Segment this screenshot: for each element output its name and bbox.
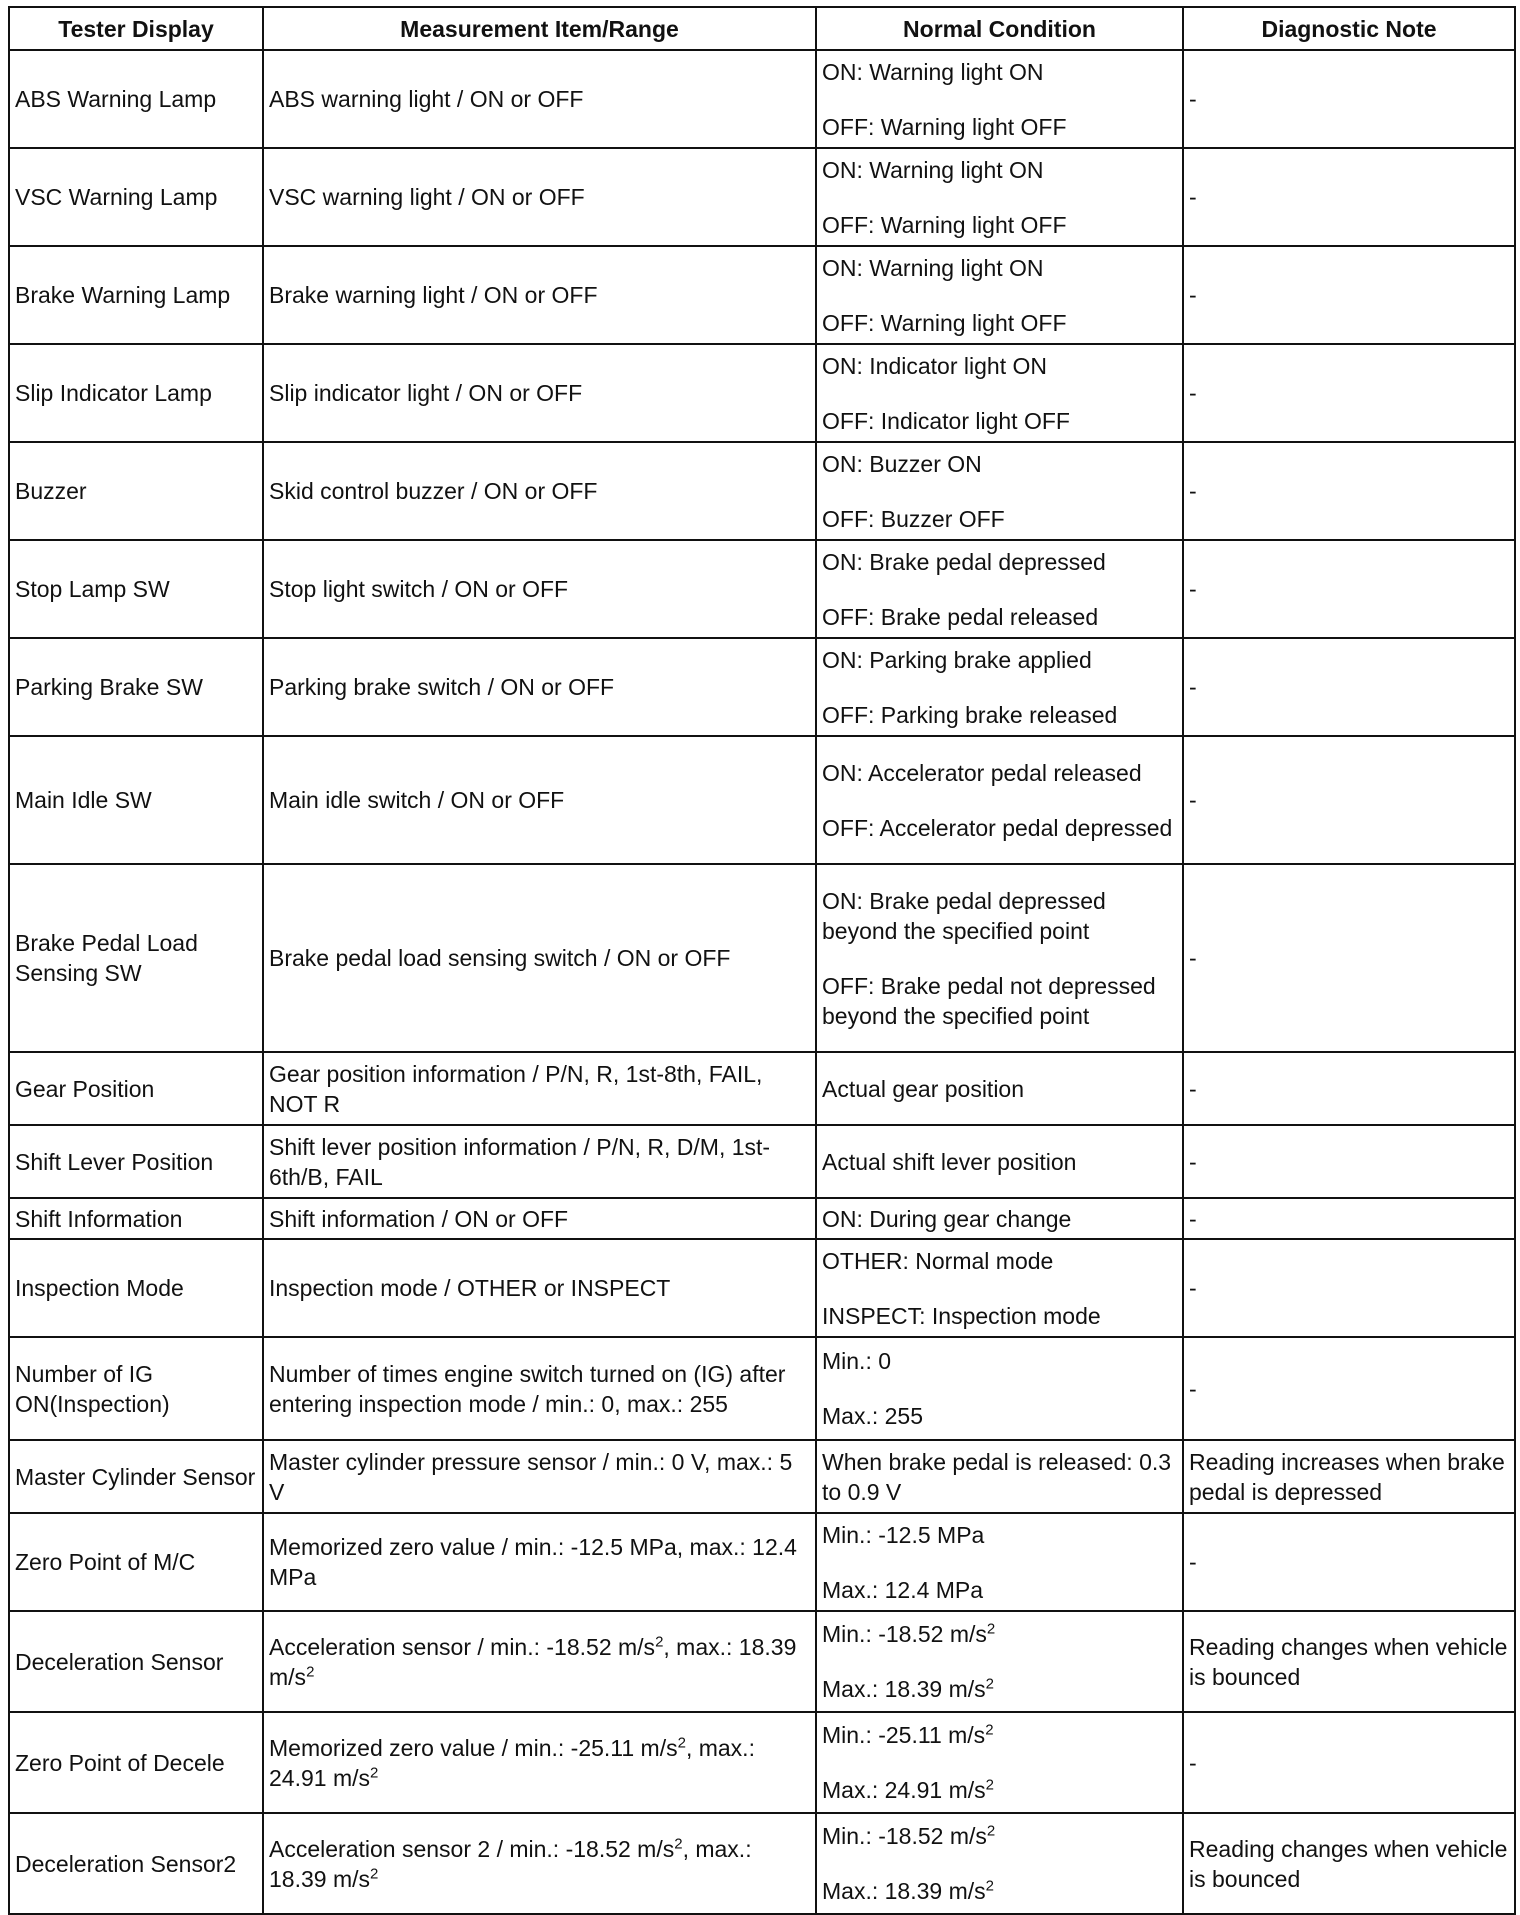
normal-condition-line: Max.: 24.91 $m/s^2$: [822, 1776, 994, 1803]
normal-condition-line: ON: Parking brake applied: [822, 646, 1092, 673]
measurement-item-cell: Number of times engine switch turned on (IG) after entering inspection mode / min.: 0, max.: 255: [263, 1337, 816, 1440]
tester-display-cell: VSC Warning Lamp: [9, 148, 263, 246]
diagnostic-note-cell: -: [1183, 1513, 1515, 1611]
tester-display-cell: Zero Point of Decele: [9, 1712, 263, 1813]
normal-condition-line: Min.: 0: [822, 1348, 892, 1374]
normal-condition-line: Min.: -18.52 $m/s^2$: [822, 1822, 996, 1849]
diagnostic-note-cell: Reading increases when brake pedal is depressed: [1183, 1440, 1515, 1513]
measurement-item-cell: Shift lever position information / P/N, R, D/M, 1st-6th/B, FAIL: [263, 1125, 816, 1198]
table-row: [9, 148, 1515, 246]
table-row: [9, 246, 1515, 344]
normal-condition-cell: [816, 344, 1183, 442]
tester-display-cell: Parking Brake SW: [9, 638, 263, 736]
normal-condition-line: Max.: 18.39 $m/s^2$: [822, 1877, 994, 1904]
normal-condition-line: OFF: Indicator light OFF: [822, 407, 1070, 434]
normal-condition-cell: [816, 1337, 1183, 1440]
tester-display-cell: Inspection Mode: [9, 1239, 263, 1337]
table-row: [9, 442, 1515, 540]
table-row: [9, 1440, 1515, 1513]
tester-display-cell: Stop Lamp SW: [9, 540, 263, 638]
diagnostic-note-cell: -: [1183, 1712, 1515, 1813]
diagnostic-note-cell: Reading changes when vehicle is bounced: [1183, 1813, 1515, 1914]
normal-condition-line: OFF: Brake pedal released: [822, 603, 1099, 630]
normal-condition-line: ON: Accelerator pedal released: [822, 759, 1142, 786]
header-measurement-item: Measurement Item/Range: [263, 7, 816, 50]
normal-condition-cell: [816, 638, 1183, 736]
measurement-item-cell: Memorized zero value / min.: -25.11 $m/s^2$, max.: 24.91 $m/s^2$: [263, 1712, 816, 1813]
normal-condition-line: ON: During gear change: [822, 1205, 1072, 1232]
tester-display-cell: Gear Position: [9, 1052, 263, 1125]
measurement-item-cell: Acceleration sensor / min.: -18.52 $m/s^2$, max.: 18.39 $m/s^2$: [263, 1611, 816, 1712]
measurement-item-cell: Main idle switch / ON or OFF: [263, 736, 816, 864]
diagnostic-note-cell: -: [1183, 344, 1515, 442]
table-body: [9, 50, 1515, 1914]
table-row: [9, 736, 1515, 864]
header-row: [9, 7, 1515, 50]
normal-condition-line: ON: Warning light ON: [822, 254, 1044, 281]
normal-condition-cell: [816, 540, 1183, 638]
measurement-item-cell: Slip indicator light / ON or OFF: [263, 344, 816, 442]
normal-condition-cell: [816, 736, 1183, 864]
measurement-item-cell: VSC warning light / ON or OFF: [263, 148, 816, 246]
table-row: [9, 864, 1515, 1052]
header-tester-display: Tester Display: [9, 7, 263, 50]
normal-condition-cell: [816, 1239, 1183, 1337]
tester-display-cell: Number of IG ON(Inspection): [9, 1337, 263, 1440]
measurement-item-cell: Parking brake switch / ON or OFF: [263, 638, 816, 736]
measurement-item-cell: Master cylinder pressure sensor / min.: 0 V, max.: 5 V: [263, 1440, 816, 1513]
table-row: [9, 1239, 1515, 1337]
tester-display-cell: Shift Lever Position: [9, 1125, 263, 1198]
diagnostic-note-cell: -: [1183, 1239, 1515, 1337]
normal-condition-line: Max.: 12.4 MPa: [822, 1576, 984, 1603]
normal-condition-line: OFF: Accelerator pedal depressed: [822, 814, 1173, 841]
table-row: [9, 344, 1515, 442]
table-row: [9, 1611, 1515, 1712]
normal-condition-cell: [816, 1198, 1183, 1239]
measurement-item-cell: Brake pedal load sensing switch / ON or OFF: [263, 864, 816, 1052]
tester-display-cell: Deceleration Sensor2: [9, 1813, 263, 1914]
normal-condition-line: ON: Brake pedal depressed beyond the specified point: [822, 887, 1106, 944]
normal-condition-cell: [816, 1611, 1183, 1712]
tester-display-cell: Brake Pedal Load Sensing SW: [9, 864, 263, 1052]
normal-condition-line: ON: Warning light ON: [822, 156, 1044, 183]
data-list-table-container: [8, 6, 1514, 1915]
normal-condition-line: OFF: Warning light OFF: [822, 113, 1067, 140]
table-row: [9, 1125, 1515, 1198]
normal-condition-line: ON: Buzzer ON: [822, 450, 982, 477]
normal-condition-line: Max.: 18.39 $m/s^2$: [822, 1675, 994, 1702]
data-list-table: [8, 6, 1516, 1915]
normal-condition-line: Max.: 255: [822, 1403, 923, 1429]
normal-condition-line: INSPECT: Inspection mode: [822, 1302, 1101, 1329]
diagnostic-note-cell: -: [1183, 148, 1515, 246]
normal-condition-line: When brake pedal is released: 0.3 to 0.9 V: [822, 1448, 1172, 1505]
normal-condition-cell: [816, 148, 1183, 246]
normal-condition-line: ON: Brake pedal depressed: [822, 548, 1106, 575]
tester-display-cell: Zero Point of M/C: [9, 1513, 263, 1611]
diagnostic-note-cell: -: [1183, 638, 1515, 736]
normal-condition-cell: [816, 1440, 1183, 1513]
tester-display-cell: Brake Warning Lamp: [9, 246, 263, 344]
table-row: [9, 638, 1515, 736]
table-row: [9, 1052, 1515, 1125]
table-row: [9, 50, 1515, 148]
diagnostic-note-cell: -: [1183, 1125, 1515, 1198]
diagnostic-note-cell: -: [1183, 442, 1515, 540]
table-row: [9, 1813, 1515, 1914]
table-row: [9, 1337, 1515, 1440]
measurement-item-cell: Stop light switch / ON or OFF: [263, 540, 816, 638]
tester-display-cell: ABS Warning Lamp: [9, 50, 263, 148]
normal-condition-cell: [816, 50, 1183, 148]
diagnostic-note-cell: -: [1183, 1198, 1515, 1239]
normal-condition-cell: [816, 246, 1183, 344]
table-row: [9, 1513, 1515, 1611]
normal-condition-line: OFF: Parking brake released: [822, 701, 1118, 728]
measurement-item-cell: Acceleration sensor 2 / min.: -18.52 $m/s^2$, max.: 18.39 $m/s^2$: [263, 1813, 816, 1914]
measurement-item-cell: Skid control buzzer / ON or OFF: [263, 442, 816, 540]
normal-condition-line: Min.: -12.5 MPa: [822, 1521, 985, 1548]
normal-condition-line: Actual shift lever position: [822, 1148, 1077, 1175]
normal-condition-line: OFF: Warning light OFF: [822, 211, 1067, 238]
normal-condition-cell: [816, 1125, 1183, 1198]
diagnostic-note-cell: -: [1183, 1337, 1515, 1440]
diagnostic-note-cell: -: [1183, 50, 1515, 148]
tester-display-cell: Shift Information: [9, 1198, 263, 1239]
table-row: [9, 1198, 1515, 1239]
normal-condition-cell: [816, 1052, 1183, 1125]
normal-condition-line: ON: Warning light ON: [822, 58, 1044, 85]
tester-display-cell: Slip Indicator Lamp: [9, 344, 263, 442]
measurement-item-cell: Shift information / ON or OFF: [263, 1198, 816, 1239]
table-row: [9, 540, 1515, 638]
normal-condition-line: Min.: -25.11 $m/s^2$: [822, 1721, 994, 1748]
normal-condition-cell: [816, 1813, 1183, 1914]
normal-condition-line: Actual gear position: [822, 1075, 1025, 1102]
diagnostic-note-cell: -: [1183, 246, 1515, 344]
measurement-item-cell: Gear position information / P/N, R, 1st-8th, FAIL, NOT R: [263, 1052, 816, 1125]
diagnostic-note-cell: Reading changes when vehicle is bounced: [1183, 1611, 1515, 1712]
normal-condition-cell: [816, 1712, 1183, 1813]
normal-condition-cell: [816, 864, 1183, 1052]
tester-display-cell: Master Cylinder Sensor: [9, 1440, 263, 1513]
measurement-item-cell: Inspection mode / OTHER or INSPECT: [263, 1239, 816, 1337]
normal-condition-line: OTHER: Normal mode: [822, 1247, 1054, 1274]
normal-condition-line: Min.: -18.52 $m/s^2$: [822, 1620, 996, 1647]
diagnostic-note-cell: -: [1183, 540, 1515, 638]
tester-display-cell: Main Idle SW: [9, 736, 263, 864]
normal-condition-line: OFF: Warning light OFF: [822, 309, 1067, 336]
diagnostic-note-cell: -: [1183, 864, 1515, 1052]
normal-condition-line: ON: Indicator light ON: [822, 352, 1047, 379]
normal-condition-line: OFF: Buzzer OFF: [822, 505, 1005, 532]
normal-condition-line: OFF: Brake pedal not depressed beyond the specified point: [822, 972, 1156, 1029]
header-diagnostic-note: Diagnostic Note: [1183, 7, 1515, 50]
diagnostic-note-cell: -: [1183, 736, 1515, 864]
normal-condition-cell: [816, 1513, 1183, 1611]
measurement-item-cell: Memorized zero value / min.: -12.5 MPa, max.: 12.4 MPa: [263, 1513, 816, 1611]
table-row: [9, 1712, 1515, 1813]
measurement-item-cell: Brake warning light / ON or OFF: [263, 246, 816, 344]
tester-display-cell: Deceleration Sensor: [9, 1611, 263, 1712]
normal-condition-cell: [816, 442, 1183, 540]
header-normal-condition: Normal Condition: [816, 7, 1183, 50]
tester-display-cell: Buzzer: [9, 442, 263, 540]
measurement-item-cell: ABS warning light / ON or OFF: [263, 50, 816, 148]
diagnostic-note-cell: -: [1183, 1052, 1515, 1125]
